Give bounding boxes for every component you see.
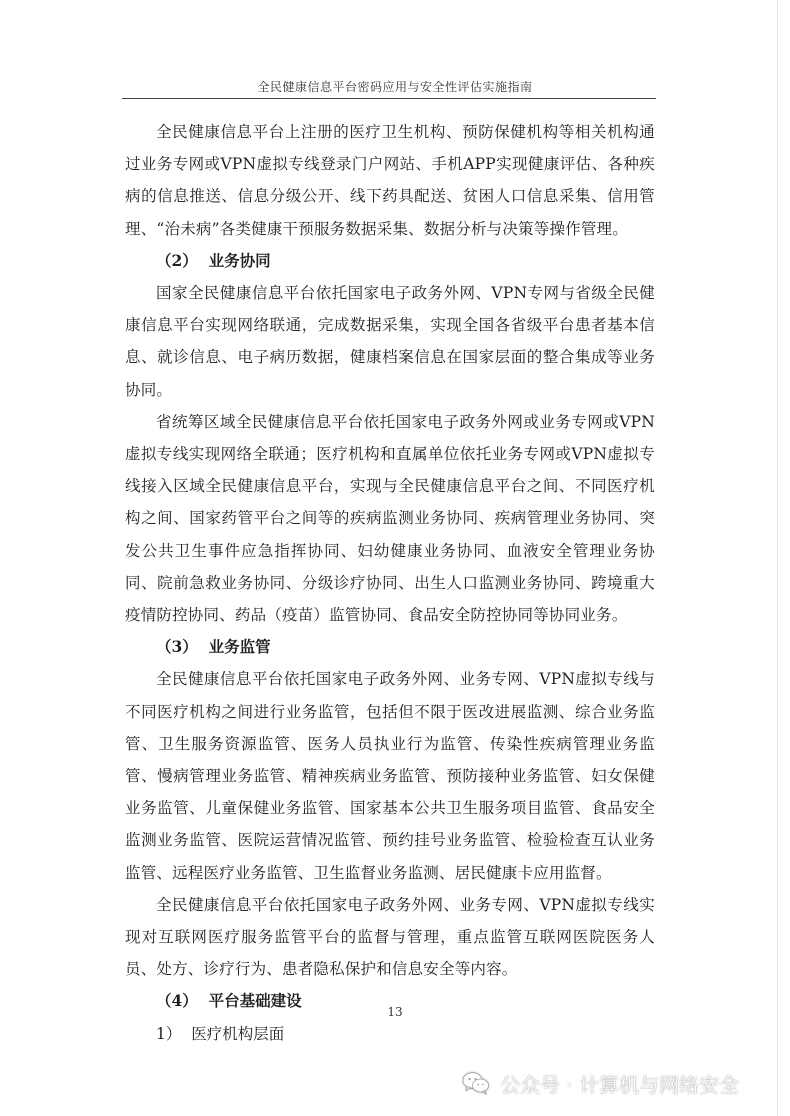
wechat-icon bbox=[462, 1071, 490, 1095]
section-heading-business-collaboration: （2） 业务协同 bbox=[156, 250, 271, 270]
paragraph-portal-access: 全民健康信息平台上注册的医疗卫生机构、预防保健机构等相关机构通过业务专网或VPN虚拟专线登录门户网站、手机APP实现健康评估、各种疾病的信息推送、信息分级公开、线下药具配送、贫困人口信息采集、信用管理、“治未病”各类健康干预服务数据采集、数据分析与决策等操作管理。 bbox=[125, 123, 655, 238]
paragraph-regional-collaboration: 省统筹区域全民健康信息平台依托国家电子政务外网或业务专网或VPN虚拟专线实现网络全联通；医疗机构和直属单位依托业务专网或VPN虚拟专线接入区域全民健康信息平台，实现与全民健康信息平台之间、不同医疗机构之间、国家药管平台之间等的疾病监测业务协同、疾病管理业务协同、突发公共卫生事件应急指挥协同、妇幼健康业务协同、血液安全管理业务协同、院前急救业务协同、分级诊疗协同、出生人口监测业务协同、跨境重大疫情防控协同、药品（疫苗）监管协同、食品安全防控协同等协同业务。 bbox=[125, 412, 655, 625]
scan-edge-line bbox=[777, 0, 778, 1116]
paragraph-national-collaboration: 国家全民健康信息平台依托国家电子政务外网、VPN专网与省级全民健康信息平台实现网络联通，完成数据采集，实现全国各省级平台患者基本信息、就诊信息、电子病历数据，健康档案信息在国家层面的整合集成等业务协同。 bbox=[125, 284, 655, 399]
watermark bbox=[462, 1068, 739, 1098]
running-header: 全民健康信息平台密码应用与安全性评估实施指南 bbox=[257, 80, 533, 94]
section-heading-business-supervision: （3） 业务监管 bbox=[156, 637, 271, 657]
paragraph-supervision-scope: 全民健康信息平台依托国家电子政务外网、业务专网、VPN虚拟专线与不同医疗机构之间进行业务监管，包括但不限于医改进展监测、综合业务监管、卫生服务资源监管、医务人员执业行为监管、传染性疾病管理业务监管、慢病管理业务监管、精神疾病业务监管、预防接种业务监管、妇女保健业务监管、儿童保健业务监管、国家基本公共卫生服务项目监管、食品安全监测业务监管、医院运营情况监管、预约挂号业务监管、检验检查互认业务监管、远程医疗业务监管、卫生监督业务监测、居民健康卡应用监督。 bbox=[125, 670, 655, 882]
watermark-text: 公众号 · 计算机与网络安全 bbox=[500, 1072, 740, 1097]
paragraph-internet-supervision: 全民健康信息平台依托国家电子政务外网、业务专网、VPN虚拟专线实现对互联网医疗服务监管平台的监督与管理，重点监管互联网医院医务人员、处方、诊疗行为、患者隐私保护和信息安全等内容。 bbox=[125, 895, 655, 979]
section-heading-platform-infrastructure: （4） 平台基础建设 bbox=[156, 991, 302, 1011]
page-number: 13 bbox=[387, 1005, 403, 1019]
body-text bbox=[125, 116, 655, 1050]
header-rule bbox=[122, 98, 656, 99]
subsection-heading-medical-institution: 1） 医疗机构层面 bbox=[156, 1024, 285, 1043]
